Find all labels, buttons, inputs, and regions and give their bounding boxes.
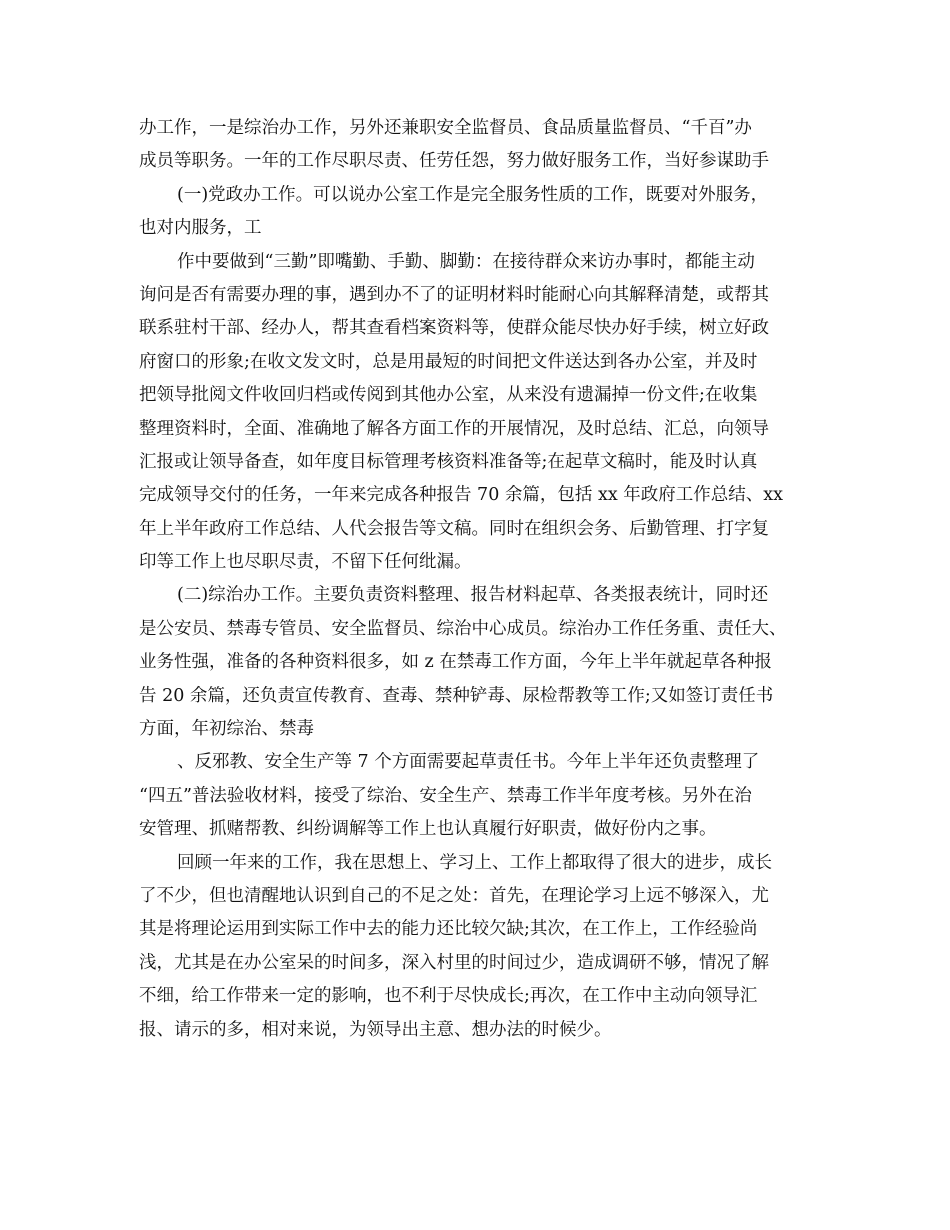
text-line: 告 20 余篇，还负责宣传教育、查毒、禁种铲毒、尿检帮教等工作;又如签订责任书	[139, 685, 774, 706]
text-line: 询问是否有需要办理的事，遇到办不了的证明材料时能耐心向其解释清楚，或帮其	[139, 284, 769, 305]
text-line: 是公安员、禁毒专管员、安全监督员、综治中心成员。综治办工作任务重、责任大、	[139, 618, 787, 639]
document-body	[139, 112, 829, 1047]
text-line: 不细，给工作带来一定的影响，也不利于尽快成长;再次，在工作中主动向领导汇	[139, 986, 758, 1007]
text-line: 汇报或让领导备查，如年度目标管理考核资料准备等;在起草文稿时，能及时认真	[139, 451, 758, 472]
text-line: (一)党政办工作。可以说办公室工作是完全服务性质的工作，既要对外服务，	[177, 184, 769, 205]
text-line: 年上半年政府工作总结、人代会报告等文稿。同时在组织会务、后勤管理、打字复	[139, 518, 769, 539]
text-line: 安管理、抓赌帮教、纠纷调解等工作上也认真履行好职责，做好份内之事。	[139, 819, 717, 840]
text-line: 其是将理论运用到实际工作中去的能力还比较欠缺;其次，在工作上，工作经验尚	[139, 919, 758, 940]
text-line: 浅，尤其是在办公室呆的时间多，深入村里的时间过少，造成调研不够，情况了解	[139, 952, 769, 973]
text-line: 整理资料时，全面、准确地了解各方面工作的开展情况，及时总结、汇总，向领导	[139, 418, 769, 439]
text-line: 完成领导交付的任务，一年来完成各种报告 70 余篇，包括 xx 年政府工作总结、xx	[139, 485, 783, 506]
text-line: 了不少，但也清醒地认识到自己的不足之处：首先，在理论学习上远不够深入，尤	[139, 885, 769, 906]
text-line: 也对内服务，工	[139, 218, 262, 239]
text-line: 、反邪教、安全生产等 7 个方面需要起草责任书。今年上半年还负责整理了	[177, 752, 760, 773]
text-line: 成员等职务。一年的工作尽职尽责、任劳任怨，努力做好服务工作，当好参谋助手	[139, 151, 769, 172]
text-line: “四五”普法验收材料，接受了综治、安全生产、禁毒工作半年度考核。另外在治	[139, 785, 752, 806]
text-line: 府窗口的形象;在收文发文时，总是用最短的时间把文件送达到各办公室，并及时	[139, 351, 758, 372]
text-line: 回顾一年来的工作，我在思想上、学习上、工作上都取得了很大的进步，成长	[177, 852, 772, 873]
text-line: 把领导批阅文件收回归档或传阅到其他办公室，从来没有遗漏掉一份文件;在收集	[139, 385, 758, 406]
text-line: 办工作，一是综治办工作，另外还兼职安全监督员、食品质量监督员、“千百”办	[139, 118, 752, 138]
text-line: 印等工作上也尽职尽责，不留下任何纰漏。	[139, 552, 472, 573]
text-line: 方面，年初综治、禁毒	[139, 719, 314, 740]
text-line: 作中要做到“三勤”即嘴勤、手勤、脚勤：在接待群众来访办事时，都能主动	[177, 251, 755, 272]
text-line: 联系驻村干部、经办人，帮其查看档案资料等，使群众能尽快办好手续，树立好政	[139, 318, 769, 339]
text-line: 报、请示的多，相对来说，为领导出主意、想办法的时候少。	[139, 1019, 612, 1040]
text-line: 业务性强，准备的各种资料很多，如 z 在禁毒工作方面，今年上半年就起草各种报	[139, 652, 772, 673]
text-line: (二)综治办工作。主要负责资料整理、报告材料起草、各类报表统计，同时还	[177, 585, 769, 606]
